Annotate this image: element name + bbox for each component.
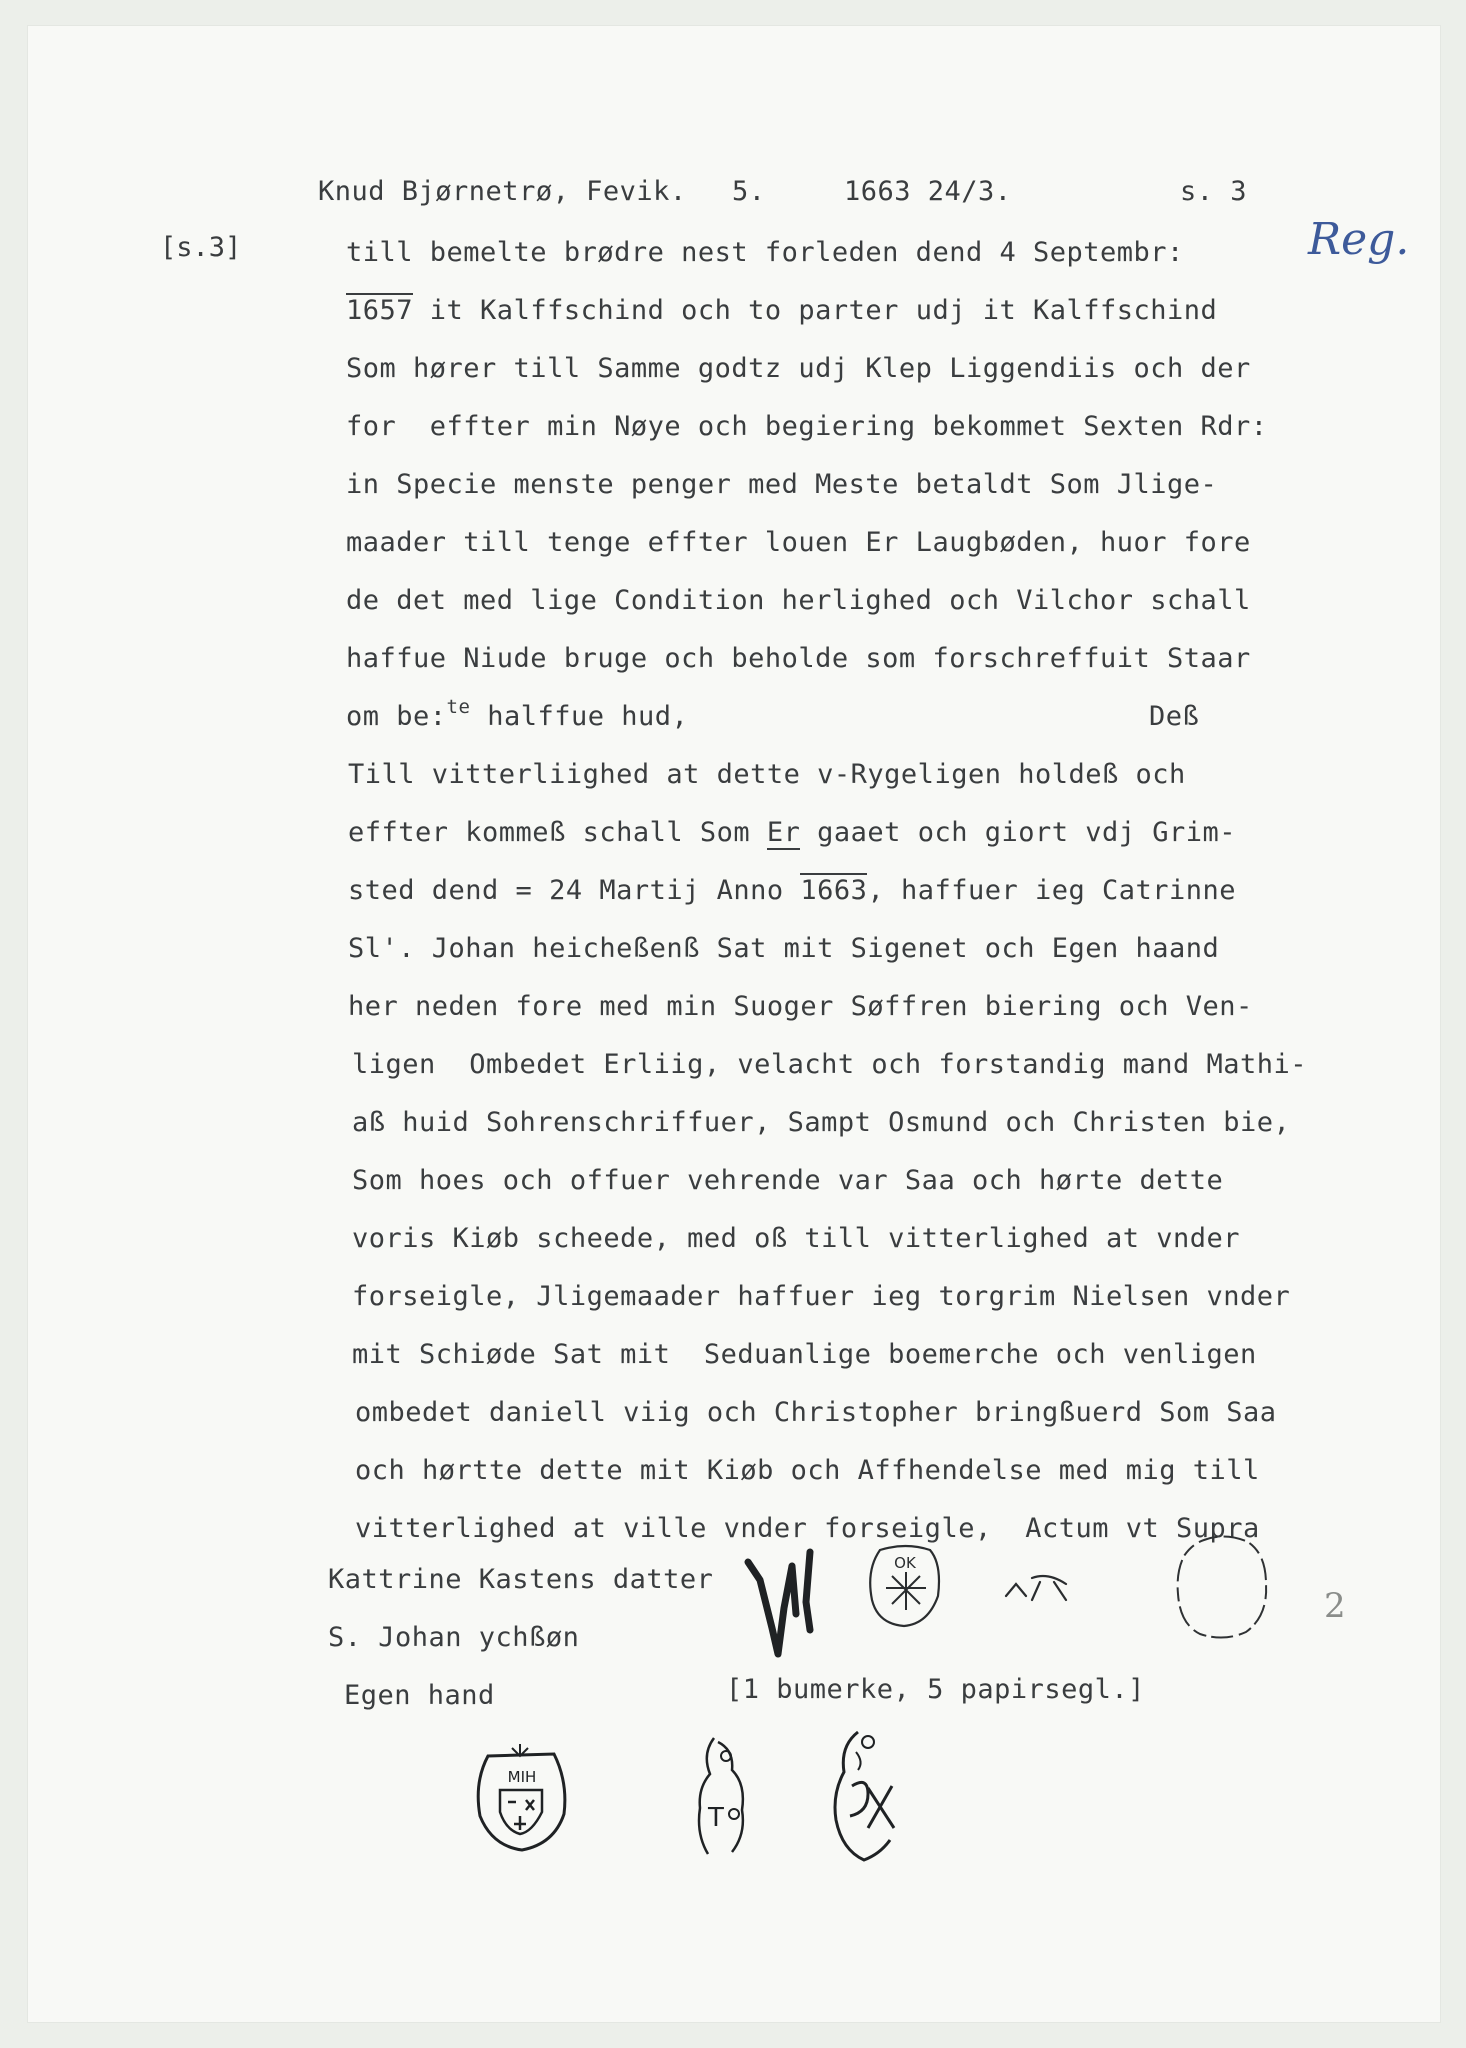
document-body — [346, 234, 1346, 1568]
seal-five-icon — [828, 1728, 904, 1864]
text-line: ligen Ombedet Erliig, velacht och forstandig mand Mathi- — [352, 1049, 1308, 1080]
margin-page-note: [s.3] — [160, 232, 242, 263]
text-line: till bemelte brødre nest forleden dend 4 Septembr: — [346, 237, 1184, 268]
house-mark-icon — [740, 1544, 828, 1662]
text-line: her neden fore med min Suoger Søffren biering och Ven- — [348, 991, 1253, 1022]
seal-note: [1 bumerke, 5 papirsegl.] — [726, 1674, 1145, 1705]
text-line: maader till tenge effter louen Er Laugbøden, huor fore — [346, 527, 1251, 558]
text-span: Deß — [1149, 701, 1200, 732]
text-line: och hørtte dette mit Kiøb och Affhendelse med mig till — [355, 1455, 1260, 1486]
text-line: Till vitterliighed at dette v-Rygeligen holdeß och — [348, 759, 1186, 790]
text-span: halffue hud, — [470, 701, 689, 732]
header-date: 1663 24/3. — [844, 176, 1012, 207]
seal-t-letter: T — [708, 1803, 724, 1833]
superscript: te — [446, 696, 471, 718]
overlined-year: 1657 — [346, 295, 414, 326]
text-span: sted dend = 24 Martij Anno — [348, 875, 801, 906]
seal-ok-icon — [866, 1544, 944, 1630]
text-span: gaaet och giort vdj Grim- — [800, 817, 1237, 848]
text-line: Som hører till Samme godtz udj Klep Liggendiis och der — [346, 353, 1251, 384]
empty-seal-icon — [1174, 1534, 1272, 1642]
signature-line-2: S. Johan ychßøn — [328, 1622, 580, 1653]
text-span: om be: — [346, 701, 447, 732]
document-page — [28, 26, 1440, 2022]
pencil-number: 2 — [1324, 1586, 1347, 1626]
seal-t-icon — [694, 1734, 750, 1860]
text-line: aß huid Sohrenschriffuer, Sampt Osmund och Christen bie, — [352, 1107, 1291, 1138]
text-line: ombedet daniell viig och Christopher bringßuerd Som Saa — [355, 1397, 1277, 1428]
signature-line-1: Kattrine Kastens datter — [328, 1564, 714, 1595]
text-line: in Specie menste penger med Meste betaldt Som Jlige- — [346, 469, 1218, 500]
text-line — [346, 814, 1346, 872]
seal-mih-icon — [470, 1742, 574, 1854]
text-span: it Kalffschind och to parter udj it Kalffschind — [413, 295, 1218, 326]
handwritten-reg-note: Reg. — [1308, 214, 1410, 265]
text-line — [346, 698, 1346, 756]
overlined-year: 1663 — [800, 875, 868, 906]
header-name: Knud Bjørnetrø, Fevik. — [318, 176, 687, 207]
text-line: haffue Niude bruge och beholde som forschreffuit Staar — [346, 643, 1251, 674]
seal-ok-letters: OK — [894, 1554, 916, 1572]
header-number: 5. — [732, 176, 766, 207]
text-line: vitterlighed at ville vnder forseigle, Actum vt Supra — [355, 1513, 1260, 1544]
text-line: Som hoes och offuer vehrende var Saa och hørte dette — [352, 1165, 1224, 1196]
small-mark-icon — [1002, 1574, 1076, 1608]
text-line: mit Schiøde Sat mit Seduanlige boemerche och venligen — [352, 1339, 1257, 1370]
signature-line-3: Egen hand — [344, 1680, 495, 1711]
seal-mih-letters: MIH — [507, 1768, 537, 1786]
underlined-word: Er — [766, 817, 801, 848]
text-line: voris Kiøb scheede, med oß till vitterlighed at vnder — [352, 1223, 1241, 1254]
header-page: s. 3 — [1180, 176, 1248, 207]
text-line — [346, 292, 1346, 350]
text-span: , haffuer ieg Catrinne — [867, 875, 1237, 906]
text-line: for effter min Nøye och begiering bekommet Sexten Rdr: — [346, 411, 1268, 442]
text-line: forseigle, Jligemaader haffuer ieg torgrim Nielsen vnder — [352, 1281, 1291, 1312]
text-span: effter kommeß schall Som — [348, 817, 767, 848]
text-line: de det med lige Condition herlighed och Vilchor schall — [346, 585, 1251, 616]
text-line: Sl'. Johan heicheßenß Sat mit Sigenet och Egen haand — [348, 933, 1220, 964]
text-line — [346, 872, 1346, 930]
